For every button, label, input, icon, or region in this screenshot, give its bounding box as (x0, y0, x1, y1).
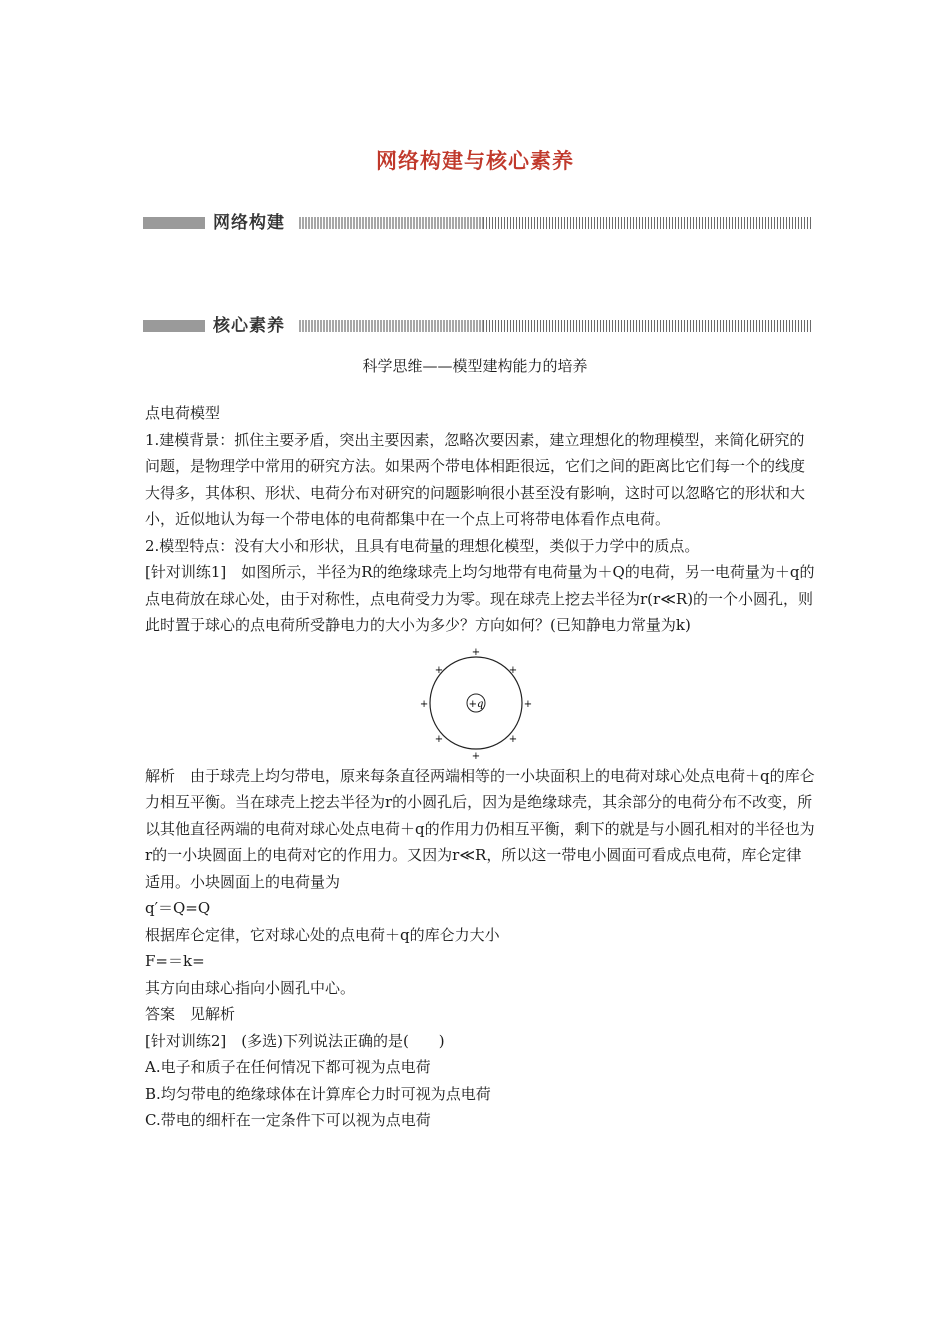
option-c: C.带电的细杆在一定条件下可以视为点电荷 (145, 1111, 431, 1129)
section-header-network (143, 212, 813, 234)
paragraph-analysis: 解析 由于球壳上均匀带电，原来每条直径两端相等的一小块面积上的电荷对球心处点电荷＋q的库仑力相互平衡。当在球壳上挖去半径为r的小圆孔后，因为是绝缘球壳，其余部分的电荷分布不改变，所以其他直径两端的电荷对球心处点电荷＋q的作用力仍相互平衡，剩下的就是与小圆孔相对的半径也为r的一小块圆面上的电荷对它的作用力。又因为r≪R，所以这一带电小圆面可看成点电荷，库仑定律适用。小块圆面上的电荷量为 (145, 766, 815, 891)
paragraph-features: 2.模型特点：没有大小和形状，且具有电荷量的理想化模型，类似于力学中的质点。 (145, 536, 700, 555)
paragraph-exercise-1: [针对训练1] 如图所示，半径为R的绝缘球壳上均匀地带有电荷量为＋Q的电荷，另一电荷量为＋q的点电荷放在球心处，由于对称性，点电荷受力为零。现在球壳上挖去半径为r(r≪R)的一个小圆孔，则此时置于球心的点电荷所受静电力的大小为多少？方向如何？(已知静电力常量为k) (145, 563, 815, 634)
section-bar-tail-fine (483, 217, 813, 229)
paragraph-answer: 答案 见解析 (145, 1005, 236, 1023)
charged-shell-figure (420, 647, 540, 759)
page-title: 网络构建与核心素养 (376, 149, 574, 173)
paragraph-coulomb: 根据库仑定律，它对球心处的点电荷＋q的库仑力大小 (145, 925, 500, 944)
charge-plus: + (471, 646, 481, 658)
main-content (145, 400, 815, 1134)
section-bar-lead (143, 320, 205, 332)
option-b: B.均匀带电的绝缘球体在计算库仑力时可视为点电荷 (145, 1084, 491, 1103)
section-label-literacy: 核心素养 (213, 316, 285, 336)
charge-plus: + (434, 733, 444, 745)
formula-charge: q′＝Q=Q (145, 899, 211, 917)
paragraph-heading: 点电荷模型 (145, 404, 221, 422)
formula-force: F=＝k= (145, 952, 205, 970)
section-bar-lead (143, 217, 205, 229)
paragraph-exercise-2: [针对训练2] (多选)下列说法正确的是( ) (145, 1031, 445, 1050)
section-bar-tail-fine (483, 320, 813, 332)
paragraph-background: 1.建模背景：抓住主要矛盾，突出主要因素，忽略次要因素，建立理想化的物理模型，来简化研究的问题，是物理学中常用的研究方法。如果两个带电体相距很远，它们之间的距离比它们每一个的线度大得多，其体积、形状、电荷分布对研究的问题影响很小甚至没有影响，这时可以忽略它的形状和大小，近似地认为每一个带电体的电荷都集中在一个点上可将带电体看作点电荷。 (145, 430, 806, 528)
option-a: A.电子和质子在任何情况下都可视为点电荷 (145, 1058, 431, 1076)
section-header-literacy (143, 315, 813, 337)
subtitle: 科学思维——模型建构能力的培养 (362, 357, 588, 375)
charge-plus: + (523, 698, 533, 710)
paragraph-direction: 其方向由球心指向小圆孔中心。 (145, 978, 356, 997)
charge-plus: + (434, 664, 444, 676)
charge-plus: + (508, 733, 518, 745)
center-charge-label: +q (468, 698, 484, 710)
charge-plus: + (420, 698, 429, 710)
charge-plus: + (471, 750, 481, 759)
charge-plus: + (508, 664, 518, 676)
section-label-network: 网络构建 (213, 213, 285, 233)
